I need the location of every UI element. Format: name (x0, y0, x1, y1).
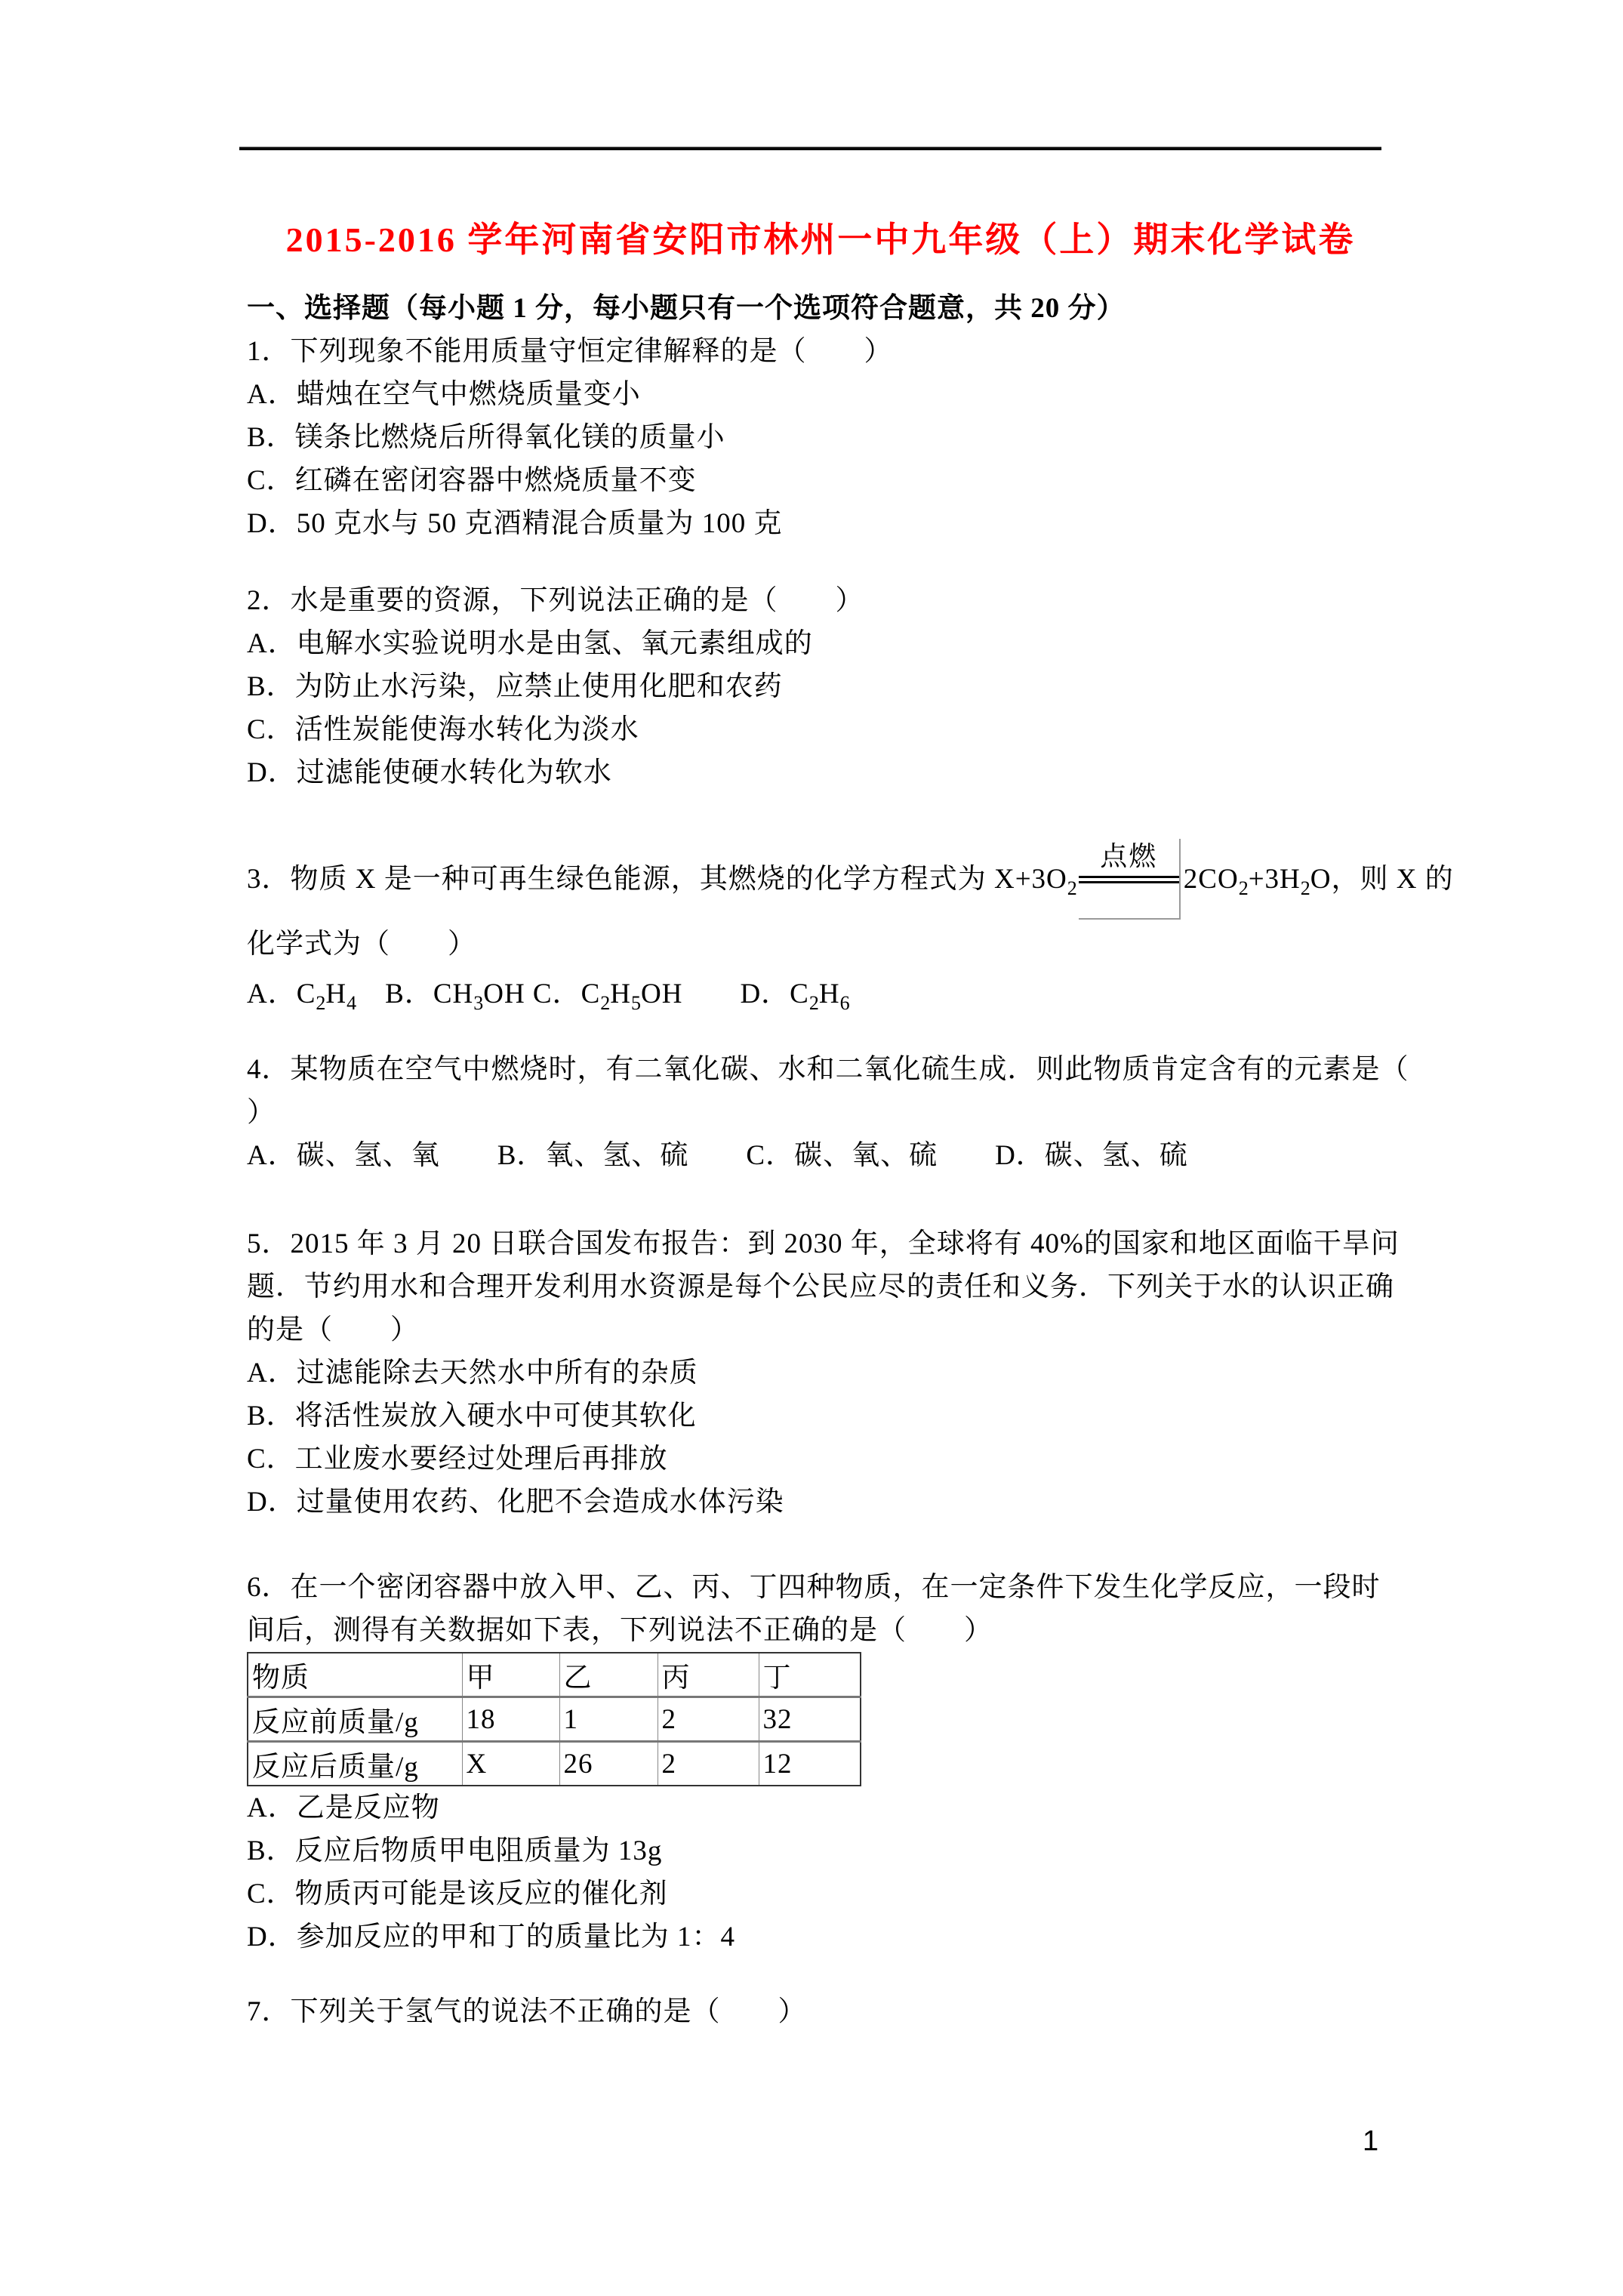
table-header-row (248, 1653, 861, 1697)
question-2-option-b: B．为防止水污染，应禁止使用化肥和农药 (247, 671, 783, 702)
table-cell: 26 (559, 1742, 658, 1786)
question-2-option-a: A．电解水实验说明水是由氢、氧元素组成的 (247, 628, 813, 659)
question-6-text-line1: 6．在一个密闭容器中放入甲、乙、丙、丁四种物质，在一定条件下发生化学反应，一段时 (247, 1572, 1381, 1603)
table-cell: 32 (759, 1697, 861, 1742)
equation-text-post: O，则 X 的 (1310, 864, 1454, 895)
equation-text-post: 2CO (1183, 864, 1239, 895)
equation-subscript: 2 (1300, 877, 1310, 899)
formula-subscript: 5 (631, 992, 642, 1014)
table-cell: 反应后质量/g (248, 1742, 462, 1786)
question-5 (247, 1222, 1400, 1524)
equation-text-pre: 3．物质 X 是一种可再生绿色能源，其燃烧的化学方程式为 X+3O (247, 864, 1067, 895)
question-6-text-line2: 间后，测得有关数据如下表，下列说法不正确的是（ ） (247, 1615, 993, 1646)
ignite-label: 点燃 (1100, 841, 1158, 871)
table-header-cell: 甲 (462, 1653, 559, 1697)
question-3-options-line (247, 969, 1394, 1019)
question-5-option-c: C．工业废水要经过处理后再排放 (247, 1444, 668, 1475)
table-header-cell: 丙 (658, 1653, 759, 1697)
option-formula-text: B．CH (356, 978, 474, 1009)
table-header-cell: 乙 (559, 1653, 658, 1697)
formula-subscript: 2 (600, 992, 611, 1014)
question-1 (247, 330, 1394, 545)
question-4-text-line1: 4．某物质在空气中燃烧时，有二氧化碳、水和二氧化硫生成．则此物质肯定含有的元素是（ (247, 1054, 1409, 1085)
table-cell: 2 (658, 1742, 759, 1786)
reaction-double-line-icon (1079, 876, 1179, 883)
question-1-option-d: D．50 克水与 50 克酒精混合质量为 100 克 (247, 508, 783, 539)
question-3-text-line2: 化学式为（ ） (247, 929, 476, 960)
question-1-option-b: B．镁条比燃烧后所得氧化镁的质量小 (247, 422, 725, 453)
formula-subscript: 4 (346, 992, 357, 1014)
table-cell: 12 (759, 1742, 861, 1786)
table-cell: 2 (658, 1697, 759, 1742)
option-formula-text: OH C．C (483, 978, 601, 1009)
question-5-text-line1: 5．2015 年 3 月 20 日联合国发布报告：到 2030 年，全球将有 40%的国家和地区面临干旱问 (247, 1228, 1400, 1259)
question-5-option-a: A．过滤能除去天然水中所有的杂质 (247, 1358, 698, 1388)
question-2-option-d: D．过滤能使硬水转化为软水 (247, 757, 612, 788)
question-7 (247, 1990, 1394, 2033)
option-formula-text: H (818, 978, 840, 1009)
question-5-text-line3: 的是（ ） (247, 1314, 419, 1345)
formula-subscript: 6 (839, 992, 850, 1014)
formula-subscript: 3 (473, 992, 484, 1014)
question-3 (247, 839, 1454, 1019)
exam-title: 2015-2016 学年河南省安阳市林州一中九年级（上）期末化学试卷 (285, 220, 1356, 259)
substance-mass-table (247, 1652, 861, 1786)
question-4 (247, 1048, 1409, 1177)
question-1-option-a: A．蜡烛在空气中燃烧质量变小 (247, 379, 641, 410)
question-6-option-a: A．乙是反应物 (247, 1792, 440, 1823)
question-1-text: 1．下列现象不能用质量守恒定律解释的是（ ） (247, 336, 893, 367)
option-formula-text: A．C (247, 978, 316, 1009)
equation-text-post: +3H (1248, 864, 1301, 895)
equation-subscript: 2 (1067, 877, 1077, 899)
page-number: 1 (1363, 2125, 1379, 2157)
option-formula-text: H (325, 978, 347, 1009)
table-cell: X (462, 1742, 559, 1786)
question-7-text: 7．下列关于氢气的说法不正确的是（ ） (247, 1996, 807, 2027)
table-row (248, 1742, 861, 1786)
document-body (247, 0, 1454, 2033)
question-6-option-b: B．反应后物质甲电阻质量为 13g (247, 1835, 663, 1866)
question-2-text: 2．水是重要的资源，下列说法正确的是（ ） (247, 585, 864, 616)
option-formula-text: OH D．C (641, 978, 809, 1009)
question-4-options-line: A．碳、氢、氧 B．氧、氢、硫 C．碳、氧、硫 D．碳、氢、硫 (247, 1140, 1188, 1171)
formula-subscript: 2 (808, 992, 819, 1014)
question-5-option-d: D．过量使用农药、化肥不会造成水体污染 (247, 1487, 784, 1518)
question-6-option-c: C．物质丙可能是该反应的催化剂 (247, 1878, 668, 1909)
question-4-text-line2: ） (247, 1097, 276, 1128)
reaction-equation-line (247, 839, 1454, 920)
question-6 (247, 1566, 1394, 1959)
question-1-option-c: C．红磷在密闭容器中燃烧质量不变 (247, 465, 697, 496)
ignite-condition-box (1079, 839, 1181, 920)
formula-subscript: 2 (316, 992, 326, 1014)
table-header-cell: 丁 (759, 1653, 861, 1697)
equation-subscript: 2 (1238, 877, 1249, 899)
question-2-option-c: C．活性炭能使海水转化为淡水 (247, 714, 639, 745)
table-row (248, 1697, 861, 1742)
section-header: 一、选择题（每小题 1 分，每小题只有一个选项符合题意，共 20 分） (247, 293, 1126, 324)
option-formula-text: H (610, 978, 632, 1009)
table-header-cell: 物质 (248, 1653, 462, 1697)
question-6-option-d: D．参加反应的甲和丁的质量比为 1：4 (247, 1922, 735, 1952)
question-5-text-line2: 题．节约用水和合理开发利用水资源是每个公民应尽的责任和义务．下列关于水的认识正确 (247, 1271, 1394, 1302)
question-2 (247, 579, 1394, 794)
table-cell: 1 (559, 1697, 658, 1742)
table-cell: 18 (462, 1697, 559, 1742)
question-5-option-b: B．将活性炭放入硬水中可使其软化 (247, 1401, 697, 1432)
table-cell: 反应前质量/g (248, 1697, 462, 1742)
